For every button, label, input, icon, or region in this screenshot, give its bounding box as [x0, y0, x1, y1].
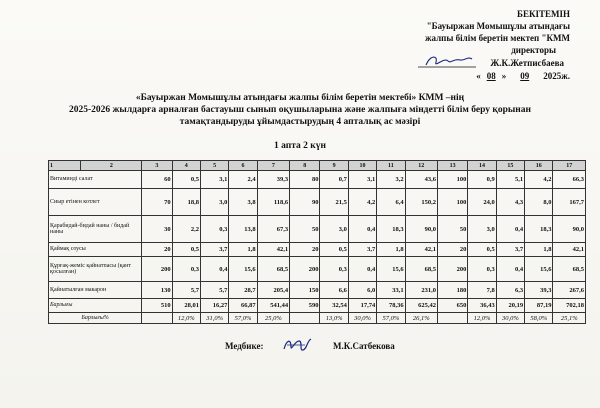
value-cell: 13,8 [229, 216, 257, 243]
value-cell: 3,0 [320, 216, 348, 243]
value-cell: 50 [437, 216, 467, 243]
value-cell: 0,4 [348, 216, 376, 243]
header-cell: 3 [142, 161, 172, 171]
header-cell: 16 [525, 161, 553, 171]
header-cell: 5 [200, 161, 228, 171]
value-cell: 30 [142, 216, 172, 243]
table-row [49, 243, 586, 257]
week-label: 1 апта 2 күн [274, 141, 326, 151]
value-cell: 2,4 [229, 171, 257, 189]
header-cell: 2 [81, 161, 142, 171]
value-cell: 3,1 [200, 171, 228, 189]
value-cell: 5,1 [496, 171, 524, 189]
dish-name-cell: Барлығы% [49, 313, 142, 324]
header-cell: 1 [49, 161, 81, 171]
value-cell: 150 [290, 282, 320, 299]
value-cell: 6,4 [377, 189, 405, 216]
value-cell: 33,1 [377, 282, 405, 299]
value-cell: 12,0% [468, 313, 496, 324]
director-name: Ж.К.Жетписбаева [490, 58, 564, 68]
header-cell: 10 [348, 161, 376, 171]
director-signature-line [380, 56, 570, 70]
date-month: 09 [520, 71, 530, 81]
value-cell: 90,0 [553, 216, 586, 243]
date-day: 08 [486, 71, 496, 81]
value-cell: 15,6 [229, 257, 257, 282]
value-cell: 0,4 [200, 257, 228, 282]
table-row [49, 299, 586, 313]
menu-title [40, 92, 560, 128]
value-cell: 15,6 [377, 257, 405, 282]
value-cell: 30,0% [496, 313, 524, 324]
value-cell: 42,1 [405, 243, 437, 257]
header-cell: 6 [229, 161, 257, 171]
value-cell: 200 [290, 257, 320, 282]
value-cell: 625,42 [405, 299, 437, 313]
dish-name-cell: Қайнатылған макарон [49, 282, 142, 299]
value-cell: 541,44 [257, 299, 289, 313]
header-cell: 4 [172, 161, 200, 171]
value-cell: 78,36 [377, 299, 405, 313]
value-cell: 8,0 [525, 189, 553, 216]
value-cell: 17,74 [348, 299, 376, 313]
value-cell: 80 [290, 171, 320, 189]
value-cell: 15,6 [525, 257, 553, 282]
value-cell: 0,5 [172, 171, 200, 189]
title-line: «Бауыржан Момышұлы атындағы жалпы білім беретін мектебі» КММ –нің [135, 93, 465, 103]
value-cell: 0,4 [496, 216, 524, 243]
header-cell: 12 [405, 161, 437, 171]
value-cell: 60 [142, 171, 172, 189]
header-cell: 17 [553, 161, 586, 171]
value-cell: 590 [290, 299, 320, 313]
approval-date [380, 70, 570, 82]
value-cell: 57,0% [377, 313, 405, 324]
table-row [49, 313, 586, 324]
value-cell: 90 [290, 189, 320, 216]
value-cell: 5,7 [200, 282, 228, 299]
value-cell: 0,3 [320, 257, 348, 282]
approval-line: директоры [511, 45, 556, 55]
value-cell: 50 [290, 216, 320, 243]
dish-name-cell: Қарабидай-бидай наны / бидай наны [49, 216, 142, 243]
value-cell: 36,43 [468, 299, 496, 313]
value-cell: 18,8 [172, 189, 200, 216]
value-cell: 32,54 [320, 299, 348, 313]
value-cell: 167,7 [553, 189, 586, 216]
value-cell: 7,8 [468, 282, 496, 299]
value-cell: 231,0 [405, 282, 437, 299]
value-cell [142, 313, 172, 324]
value-cell: 6,6 [320, 282, 348, 299]
date-open: « [476, 71, 481, 81]
header-cell: 14 [468, 161, 496, 171]
value-cell: 6,3 [496, 282, 524, 299]
table-row [49, 257, 586, 282]
header-cell: 15 [496, 161, 524, 171]
value-cell: 20 [142, 243, 172, 257]
header-cell: 13 [437, 161, 467, 171]
value-cell: 20,19 [496, 299, 524, 313]
value-cell: 3,7 [200, 243, 228, 257]
value-cell: 3,8 [229, 189, 257, 216]
dish-name-cell: Витаминді салат [49, 171, 142, 189]
value-cell: 3,0 [468, 216, 496, 243]
value-cell: 4,2 [525, 171, 553, 189]
value-cell: 26,1% [405, 313, 437, 324]
value-cell: 39,3 [257, 171, 289, 189]
approval-heading: БЕКІТЕМІН [517, 9, 570, 19]
value-cell: 0,5 [320, 243, 348, 257]
value-cell: 205,4 [257, 282, 289, 299]
value-cell: 31,0% [200, 313, 228, 324]
value-cell: 650 [437, 299, 467, 313]
value-cell: 702,18 [553, 299, 586, 313]
value-cell: 4,3 [496, 189, 524, 216]
value-cell: 90,0 [405, 216, 437, 243]
value-cell: 20 [437, 243, 467, 257]
header-cell: 7 [257, 161, 289, 171]
dish-name-cell: Қаймақ соусы [49, 243, 142, 257]
value-cell: 1,8 [229, 243, 257, 257]
value-cell: 3,2 [377, 171, 405, 189]
value-cell: 3,1 [348, 171, 376, 189]
value-cell: 0,5 [172, 243, 200, 257]
value-cell: 200 [437, 257, 467, 282]
value-cell: 200 [142, 257, 172, 282]
value-cell: 150,2 [405, 189, 437, 216]
value-cell: 510 [142, 299, 172, 313]
value-cell: 20 [290, 243, 320, 257]
approval-block [380, 8, 570, 82]
value-cell [290, 313, 320, 324]
value-cell: 0,7 [320, 171, 348, 189]
nurse-name: М.К.Сатбекова [333, 341, 395, 351]
value-cell: 24,0 [468, 189, 496, 216]
nurse-signature-block [225, 341, 395, 351]
nurse-signature-icon [281, 335, 315, 355]
value-cell: 43,6 [405, 171, 437, 189]
value-cell: 0,4 [496, 257, 524, 282]
header-cell: 9 [320, 161, 348, 171]
value-cell: 57,0% [229, 313, 257, 324]
value-cell: 66,87 [229, 299, 257, 313]
value-cell: 5,7 [172, 282, 200, 299]
value-cell: 87,19 [525, 299, 553, 313]
value-cell: 2,2 [172, 216, 200, 243]
value-cell: 28,01 [172, 299, 200, 313]
header-cell: 11 [377, 161, 405, 171]
menu-table [48, 160, 586, 324]
dish-name-cell: Құрғақ-жеміс қайнатпасы (қант қосылған) [49, 257, 142, 282]
dish-name-cell: Барлығы [49, 299, 142, 313]
value-cell: 18,3 [525, 216, 553, 243]
value-cell: 180 [437, 282, 467, 299]
value-cell: 0,3 [468, 257, 496, 282]
value-cell: 0,3 [200, 216, 228, 243]
title-line: тамақтандыруды ұйымдастырудың 4 апталық ас мәзірі [179, 117, 421, 127]
value-cell: 68,5 [257, 257, 289, 282]
value-cell: 100 [437, 171, 467, 189]
value-cell: 1,8 [525, 243, 553, 257]
dish-name-cell: Сиыр етінен котлет [49, 189, 142, 216]
value-cell: 70 [142, 189, 172, 216]
value-cell: 3,7 [496, 243, 524, 257]
value-cell: 68,5 [405, 257, 437, 282]
approval-line: "Бауыржан Момышұлы атындағы [426, 21, 570, 31]
value-cell: 25,1% [553, 313, 586, 324]
value-cell: 28,7 [229, 282, 257, 299]
nurse-label: Медбике: [225, 341, 264, 351]
value-cell: 0,3 [172, 257, 200, 282]
title-line: 2025-2026 жылдарға арналған бастауыш сынып оқушыларына және жалпыға міндетті білім беру қорынан [69, 105, 531, 115]
value-cell: 30,0% [348, 313, 376, 324]
value-cell: 16,27 [200, 299, 228, 313]
value-cell: 21,5 [320, 189, 348, 216]
value-cell: 58,0% [525, 313, 553, 324]
value-cell [437, 313, 467, 324]
table-row [49, 171, 586, 189]
table-header-row [49, 161, 586, 171]
approval-line: жалпы білім беретін мектеп "КММ [425, 33, 570, 43]
value-cell: 68,5 [553, 257, 586, 282]
value-cell: 0,9 [468, 171, 496, 189]
value-cell: 13,0% [320, 313, 348, 324]
value-cell: 267,6 [553, 282, 586, 299]
value-cell: 67,3 [257, 216, 289, 243]
value-cell: 100 [437, 189, 467, 216]
value-cell: 18,3 [377, 216, 405, 243]
value-cell: 42,1 [257, 243, 289, 257]
value-cell: 3,0 [200, 189, 228, 216]
director-signature-icon [416, 53, 486, 71]
table-row [49, 216, 586, 243]
value-cell: 66,3 [553, 171, 586, 189]
value-cell: 130 [142, 282, 172, 299]
table-row [49, 282, 586, 299]
header-cell: 8 [290, 161, 320, 171]
value-cell: 6,0 [348, 282, 376, 299]
value-cell: 1,8 [377, 243, 405, 257]
value-cell: 42,1 [553, 243, 586, 257]
value-cell: 3,7 [348, 243, 376, 257]
value-cell: 4,2 [348, 189, 376, 216]
value-cell: 39,3 [525, 282, 553, 299]
table-row [49, 189, 586, 216]
date-year: 2025ж. [543, 71, 570, 81]
value-cell: 118,6 [257, 189, 289, 216]
value-cell: 0,4 [348, 257, 376, 282]
value-cell: 25,0% [257, 313, 289, 324]
value-cell: 12,0% [172, 313, 200, 324]
date-mid: » [501, 71, 507, 81]
value-cell: 0,5 [468, 243, 496, 257]
